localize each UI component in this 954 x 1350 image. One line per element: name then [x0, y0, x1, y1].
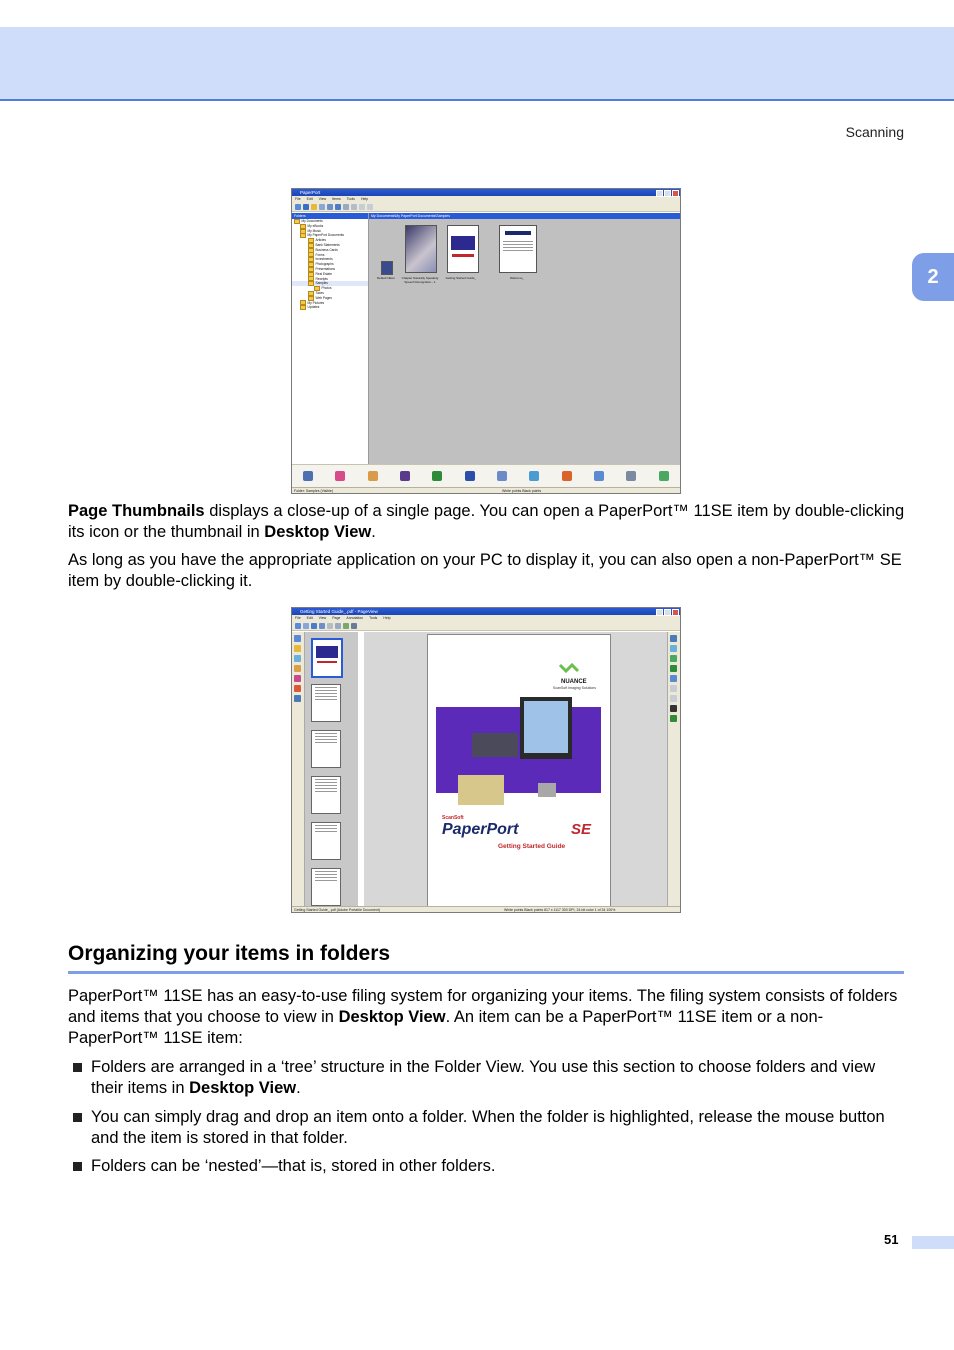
zoom-icon[interactable]: [319, 623, 325, 629]
tree-item[interactable]: Photos: [292, 286, 368, 291]
tree-item[interactable]: Forms: [292, 253, 368, 258]
status-bar: [292, 906, 680, 912]
document-cover: [428, 635, 610, 911]
menu-file[interactable]: File: [295, 616, 301, 620]
page-thumbnail[interactable]: [311, 730, 341, 768]
list-item: Folders can be ‘nested’—that is, stored in other folders.: [68, 1156, 908, 1177]
item-caption: Welcome_: [509, 276, 525, 280]
tool-icon[interactable]: [294, 665, 301, 672]
tree-item[interactable]: My eBooks: [292, 224, 368, 229]
tool-icon[interactable]: [670, 645, 677, 652]
running-head: Scanning: [845, 124, 904, 140]
status-text: Getting Started Guide_.pdf (Adobe Portable Document): [294, 908, 380, 912]
pageview-screenshot: [291, 607, 681, 913]
tree-item[interactable]: Investments: [292, 257, 368, 262]
page-view: [364, 632, 667, 912]
edit-icon[interactable]: [295, 623, 301, 629]
folder-icon: [300, 233, 306, 238]
undo-icon[interactable]: [367, 204, 373, 210]
nuance-logo-icon: [560, 665, 578, 671]
scanner-icon: [472, 733, 518, 757]
bullet-square-icon: [73, 1162, 82, 1171]
notepad-icon[interactable]: [497, 471, 507, 481]
menu-edit[interactable]: Edit: [306, 616, 313, 620]
product-name: PaperPort: [442, 821, 519, 838]
menu-edit[interactable]: Edit: [306, 197, 313, 201]
tool-icon[interactable]: [294, 675, 301, 682]
thumbnail-icon[interactable]: [311, 623, 317, 629]
tool-icon[interactable]: [294, 685, 301, 692]
page-thumbnail[interactable]: [311, 638, 343, 678]
paragraph-non-paperport: As long as you have the appropriate application on your PC to display it, you can also open a non-PaperPort™ SE item by double-clicking it.: [68, 551, 902, 590]
toolbar: [292, 621, 680, 631]
bullet-square-icon: [73, 1113, 82, 1122]
list-item: Folders are arranged in a ‘tree’ structure in the Folder View. You use this section to choose folders and view their items in Desktop View.: [68, 1057, 908, 1099]
document-page: [427, 634, 611, 912]
status-bar: [292, 487, 680, 493]
delete-icon[interactable]: [359, 204, 365, 210]
save-icon[interactable]: [351, 623, 357, 629]
menu-page[interactable]: Page: [332, 616, 341, 620]
minimize-button[interactable]: [656, 609, 663, 616]
status-text: Folder: Samples (Visible): [294, 489, 334, 493]
brand-tagline: ScanSoft Imaging Solutions: [553, 686, 596, 690]
rotate-icon[interactable]: [335, 623, 341, 629]
scansoft-label: ScanSoft: [442, 815, 464, 821]
scan-icon[interactable]: [303, 204, 309, 210]
section-title: Organizing your items in folders: [68, 942, 391, 965]
sort-icon[interactable]: [343, 204, 349, 210]
item-caption: Chapter Naturally Speaking Speech Recognition - 1: [401, 276, 439, 284]
paperport-screenshot: [291, 188, 681, 494]
page-thumbnail[interactable]: [311, 868, 341, 906]
email-icon[interactable]: [594, 471, 604, 481]
brush-icon[interactable]: [368, 471, 378, 481]
tree-item[interactable]: Updates: [292, 305, 368, 310]
brand-name: NUANCE: [561, 679, 587, 685]
tool-icon[interactable]: [670, 635, 677, 642]
tree-item[interactable]: Articles: [292, 238, 368, 243]
desktop-path: My Documents\My PaperPort Documents\Samples: [369, 213, 680, 219]
app-icon[interactable]: [400, 471, 410, 481]
printer-icon[interactable]: [626, 471, 636, 481]
close-button[interactable]: [672, 609, 679, 616]
tool-icon[interactable]: [670, 695, 677, 702]
menu-view[interactable]: View: [318, 616, 327, 620]
tool-icon[interactable]: [294, 655, 301, 662]
copy-icon[interactable]: [319, 204, 325, 210]
word-icon[interactable]: [465, 471, 475, 481]
page-thumbnails: [305, 632, 358, 912]
paragraph-filing-system: PaperPort™ 11SE has an easy-to-use filing system for organizing your items. The filing system consists of folders and items that you choose to view in Desktop View. An item can be a PaperPort™ 11SE item or a non-PaperPort™ 11SE item:: [68, 987, 898, 1047]
item-caption: Getting Started Guide_: [445, 276, 477, 280]
window-title-bar: [292, 189, 680, 196]
tree-item[interactable]: Taxes: [292, 291, 368, 296]
section-rule: [68, 971, 904, 974]
page-icon[interactable]: [303, 623, 309, 629]
menu-tools[interactable]: Tools: [369, 616, 378, 620]
tool-icon[interactable]: [670, 705, 677, 712]
web-icon[interactable]: [659, 471, 669, 481]
tree-item[interactable]: My Documents: [292, 219, 368, 224]
tool-palette: [292, 632, 305, 912]
select-icon[interactable]: [327, 623, 333, 629]
item-caption: Default Nikon: [376, 276, 395, 280]
document-subtitle: Getting Started Guide: [498, 843, 566, 850]
rotate-icon[interactable]: [351, 204, 357, 210]
pan-icon[interactable]: [343, 623, 349, 629]
window-title: Getting Started Guide_.pdf - PageView: [300, 609, 378, 614]
page-thumbnail[interactable]: [311, 776, 341, 814]
maximize-button[interactable]: [664, 190, 671, 197]
maximize-button[interactable]: [664, 609, 671, 616]
status-right: White points Black points: [502, 489, 542, 493]
menu-items[interactable]: Items: [332, 197, 341, 201]
folder-icon[interactable]: [311, 204, 317, 210]
menu-tools[interactable]: Tools: [346, 197, 355, 201]
status-right: White points Black points 817 x 1117 300 DPI, 24-bit color 1 of 34 100%: [504, 908, 616, 912]
view-icon[interactable]: [327, 204, 333, 210]
product-edition: SE: [571, 821, 592, 838]
photos-icon: [458, 775, 504, 805]
tree-item[interactable]: My Pictures: [292, 301, 368, 306]
page-number-bar: [912, 1236, 954, 1249]
tree-item[interactable]: My PaperPort Documents: [292, 233, 368, 238]
item-thumbnail[interactable]: [405, 225, 437, 273]
folder-icon: [300, 305, 306, 310]
send-to-bar: [292, 464, 680, 487]
desktop-view: [369, 213, 680, 467]
toolbar: [292, 202, 680, 212]
tree-item[interactable]: Photographs: [292, 262, 368, 267]
minimize-button[interactable]: [656, 190, 663, 197]
item-thumbnail[interactable]: [447, 225, 479, 273]
folder-view: [292, 213, 369, 467]
tool-icon[interactable]: [670, 665, 677, 672]
tree-item[interactable]: Samples: [292, 281, 368, 286]
tool-icon[interactable]: [670, 675, 677, 682]
excel-icon[interactable]: [432, 471, 442, 481]
tree-item[interactable]: Web Pages: [292, 296, 368, 301]
new-icon[interactable]: [295, 204, 301, 210]
paragraph-page-thumbnails: Page Thumbnails displays a close-up of a single page. You can open a PaperPort™ 11SE item by double-clicking its icon or the thumbnail in Desktop View.: [68, 502, 905, 541]
tool-icon[interactable]: [294, 635, 301, 642]
tree-item[interactable]: Business Cards: [292, 248, 368, 253]
item-thumbnail[interactable]: [499, 225, 537, 273]
menu-help[interactable]: Help: [383, 616, 391, 620]
menu-file[interactable]: File: [295, 197, 301, 201]
menu-annotation[interactable]: Annotation: [346, 616, 364, 620]
ocr-icon[interactable]: [562, 471, 572, 481]
camera-icon: [538, 783, 556, 797]
window-title-bar: [292, 608, 680, 615]
tool-icon[interactable]: [670, 685, 677, 692]
folders-header: Folders: [292, 213, 368, 219]
menu-view[interactable]: View: [318, 197, 327, 201]
tree-item[interactable]: Presentations: [292, 267, 368, 272]
paint-icon[interactable]: [335, 471, 345, 481]
monitor-screen-icon: [524, 701, 568, 753]
header-band: [0, 27, 954, 101]
bullet-square-icon: [73, 1063, 82, 1072]
tool-icon[interactable]: [294, 695, 301, 702]
chapter-tab: 2: [912, 253, 954, 301]
scanner-icon[interactable]: [303, 471, 313, 481]
tool-icon[interactable]: [294, 645, 301, 652]
tree-item[interactable]: My Music: [292, 229, 368, 234]
list-item: You can simply drag and drop an item onto a folder. When the folder is highlighted, release the mouse button and the item is stored in that folder.: [68, 1107, 908, 1149]
page-number: 51: [884, 1232, 899, 1247]
item-thumbnail[interactable]: [381, 261, 393, 275]
tool-icon[interactable]: [670, 655, 677, 662]
tool-icon[interactable]: [670, 715, 677, 722]
pdf-icon[interactable]: [529, 471, 539, 481]
tree-item[interactable]: Real Estate: [292, 272, 368, 277]
tree-item[interactable]: Receipts: [292, 277, 368, 282]
menu-help[interactable]: Help: [360, 197, 369, 201]
thumbnail-icon[interactable]: [335, 204, 341, 210]
annotation-palette: [667, 632, 680, 912]
page-thumbnail[interactable]: [311, 684, 341, 722]
tree-item[interactable]: Bank Statements: [292, 243, 368, 248]
window-title: PaperPort: [300, 190, 321, 195]
page-thumbnail[interactable]: [311, 822, 341, 860]
close-button[interactable]: [672, 190, 679, 197]
